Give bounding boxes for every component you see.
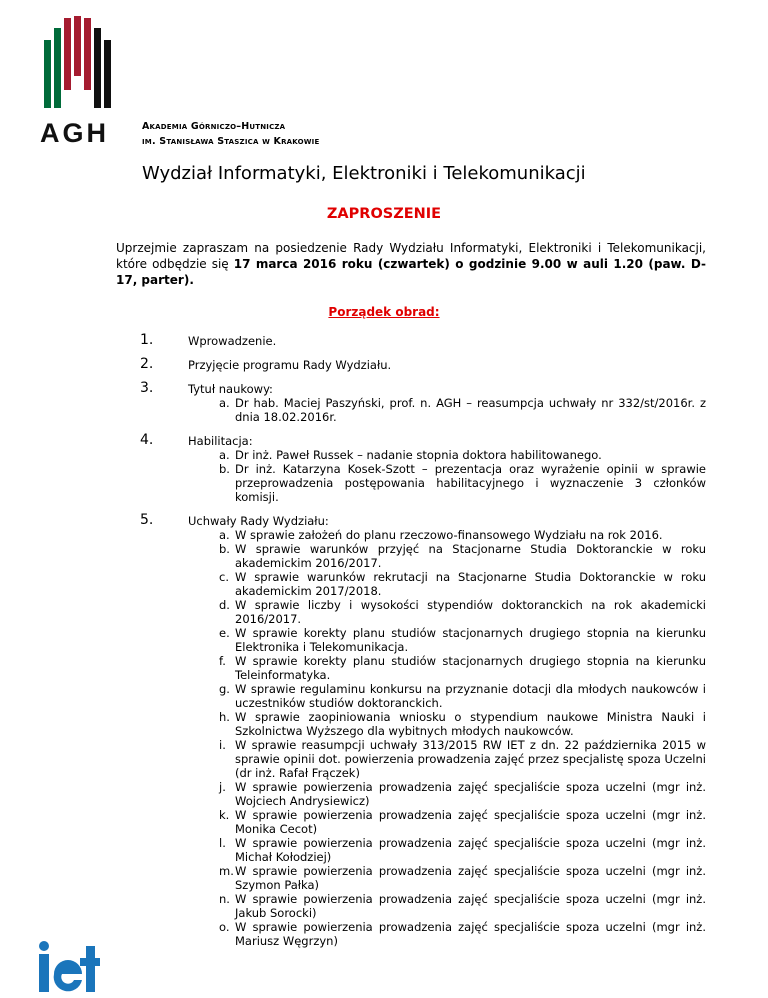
agenda-heading: Porządek obrad: [328, 305, 440, 319]
agenda-subitem-letter: l. [219, 836, 226, 850]
document-title: ZAPROSZENIE [326, 206, 442, 222]
agenda-subitem-text: W sprawie reasumpcji uchwały 313/2015 RW IET z dn. 22 października 2015 w sprawie opinii dot. powierzenia prowadzenia zajęć przez specjalistę spoza Uczelni (dr inż. Rafał Frączek) [235, 738, 706, 780]
agenda-subitem-letter: c. [219, 570, 229, 584]
agenda-subitem-letter: g. [219, 682, 230, 696]
agenda-item [140, 434, 706, 504]
agenda-subitem-text: W sprawie powierzenia prowadzenia zajęć specjaliście spoza uczelni (mgr inż. Mariusz Węgrzyn) [235, 920, 706, 948]
agh-logo [40, 14, 124, 146]
university-line1: Akademia Górniczo–Hutnicza [142, 121, 286, 132]
agenda-subitem [188, 528, 706, 542]
agenda-subitem-text: W sprawie liczby i wysokości stypendiów doktoranckich na rok akademicki 2016/2017. [235, 598, 706, 626]
agenda-subitem-text: W sprawie warunków przyjęć na Stacjonarne Studia Doktoranckie w roku akademickim 2016/2017. [235, 542, 706, 570]
agenda-subitem [188, 682, 706, 710]
agenda-subitem [188, 710, 706, 738]
agenda-subitem [188, 462, 706, 504]
agenda-subitem-letter: k. [219, 808, 230, 822]
agenda-subitem [188, 654, 706, 682]
agenda-subitem-text: W sprawie korekty planu studiów stacjonarnych drugiego stopnia na kierunku Teleinformatyka. [235, 654, 706, 682]
agenda-item-number: 5. [140, 512, 154, 528]
agenda-subitem [188, 780, 706, 808]
agenda-subitem-letter: e. [219, 626, 230, 640]
agenda-subitem [188, 626, 706, 654]
agenda-subitem-text: W sprawie regulaminu konkursu na przyznanie dotacji dla młodych naukowców i uczestników studiów doktoranckich. [235, 682, 706, 710]
invitation-date-place: 17 marca 2016 roku (czwartek) o godzinie 9.00 w auli 1.20 (paw. D-17, parter). [116, 257, 706, 287]
svg-text:AGH: AGH [40, 118, 109, 146]
agenda-subitem [188, 396, 706, 424]
invitation-paragraph [116, 240, 706, 288]
agenda-subitem-letter: b. [219, 462, 230, 476]
agenda-subitem-text: W sprawie powierzenia prowadzenia zajęć specjaliście spoza uczelni (mgr inż. Wojciech Andrysiewicz) [235, 780, 706, 808]
agenda-item-text: Habilitacja: [188, 434, 253, 448]
agenda-subitem-text: Dr inż. Katarzyna Kosek-Szott – prezentacja oraz wyrażenie opinii w sprawie przeprowadzenia postępowania habilitacyjnego i wyznaczenie 3 członków komisji. [235, 462, 706, 504]
agenda-subitem [188, 738, 706, 780]
agenda-subitem-text: W sprawie powierzenia prowadzenia zajęć specjaliście spoza uczelni (mgr inż. Szymon Pałka) [235, 864, 706, 892]
agenda-subitem-letter: n. [219, 892, 230, 906]
agenda-item [140, 382, 706, 424]
agenda-subitem [188, 542, 706, 570]
agenda-subitem-text: W sprawie założeń do planu rzeczowo-finansowego Wydziału na rok 2016. [235, 528, 663, 542]
agenda-subitem-letter: a. [219, 528, 230, 542]
agenda-subitem [188, 448, 706, 462]
agenda-subitem-letter: o. [219, 920, 230, 934]
agenda-subitem-letter: a. [219, 448, 230, 462]
agenda-subitem-text: W sprawie powierzenia prowadzenia zajęć specjaliście spoza uczelni (mgr inż. Michał Kołodziej) [235, 836, 706, 864]
agenda-subitem-letter: i. [219, 738, 226, 752]
agenda-subitem [188, 570, 706, 598]
agenda-subitem-letter: f. [219, 654, 226, 668]
university-name [142, 119, 319, 149]
agenda-subitem-letter: a. [219, 396, 230, 410]
agenda-item-text: Tytuł naukowy: [188, 382, 273, 396]
agenda-item-number: 3. [140, 380, 154, 396]
agenda-subitem-text: W sprawie zaopiniowania wniosku o stypendium naukowe Ministra Nauki i Szkolnictwa Wyższego dla wybitnych młodych naukowców. [235, 710, 706, 738]
agenda-item-text: Przyjęcie programu Rady Wydziału. [188, 358, 392, 372]
agenda-subitem [188, 864, 706, 892]
agenda-item-number: 4. [140, 432, 154, 448]
agenda-item [140, 358, 706, 372]
agenda-subitem [188, 598, 706, 626]
agenda-item-number: 1. [140, 332, 154, 348]
agenda-item [140, 334, 706, 348]
agenda-item-text: Wprowadzenie. [188, 334, 277, 348]
agenda-list [140, 334, 706, 958]
agenda-subitem [188, 808, 706, 836]
agenda-subitem-letter: m. [219, 864, 234, 878]
agenda-subitem-text: W sprawie powierzenia prowadzenia zajęć specjaliście spoza uczelni (mgr inż. Jakub Sorocki) [235, 892, 706, 920]
university-line2: im. Stanisława Staszica w Krakowie [142, 136, 320, 147]
agenda-subitem [188, 836, 706, 864]
agenda-subitem-text: W sprawie warunków rekrutacji na Stacjonarne Studia Doktoranckie w roku akademickim 2017/2018. [235, 570, 706, 598]
faculty-name: Wydział Informatyki, Elektroniki i Telekomunikacji [142, 163, 586, 184]
svg-text:AGH: AGH [65, 974, 81, 981]
agenda-item-number: 2. [140, 356, 154, 372]
agenda-subitem-text: W sprawie powierzenia prowadzenia zajęć specjaliście spoza uczelni (mgr inż. Monika Cecot) [235, 808, 706, 836]
agenda-subitem [188, 892, 706, 920]
agenda-subitem-letter: j. [219, 780, 226, 794]
invitation-text: Uprzejmie zapraszam na posiedzenie Rady Wydziału Informatyki, Elektroniki i Telekomunikacji, które odbędzie się [116, 241, 706, 271]
agenda-subitem-text: Dr hab. Maciej Paszyński, prof. n. AGH – reasumpcja uchwały nr 332/st/2016r. z dnia 18.02.2016r. [235, 396, 706, 424]
agenda-subitem-text: W sprawie korekty planu studiów stacjonarnych drugiego stopnia na kierunku Elektronika i Telekomunikacja. [235, 626, 706, 654]
agenda-subitem-letter: b. [219, 542, 230, 556]
agenda-subitem-text: Dr inż. Paweł Russek – nadanie stopnia doktora habilitowanego. [235, 448, 602, 462]
iet-logo [24, 932, 104, 994]
agenda-item-text: Uchwały Rady Wydziału: [188, 514, 329, 528]
agenda-item [140, 514, 706, 948]
agenda-subitem-letter: d. [219, 598, 230, 612]
agenda-subitem-letter: h. [219, 710, 230, 724]
agenda-subitem [188, 920, 706, 948]
